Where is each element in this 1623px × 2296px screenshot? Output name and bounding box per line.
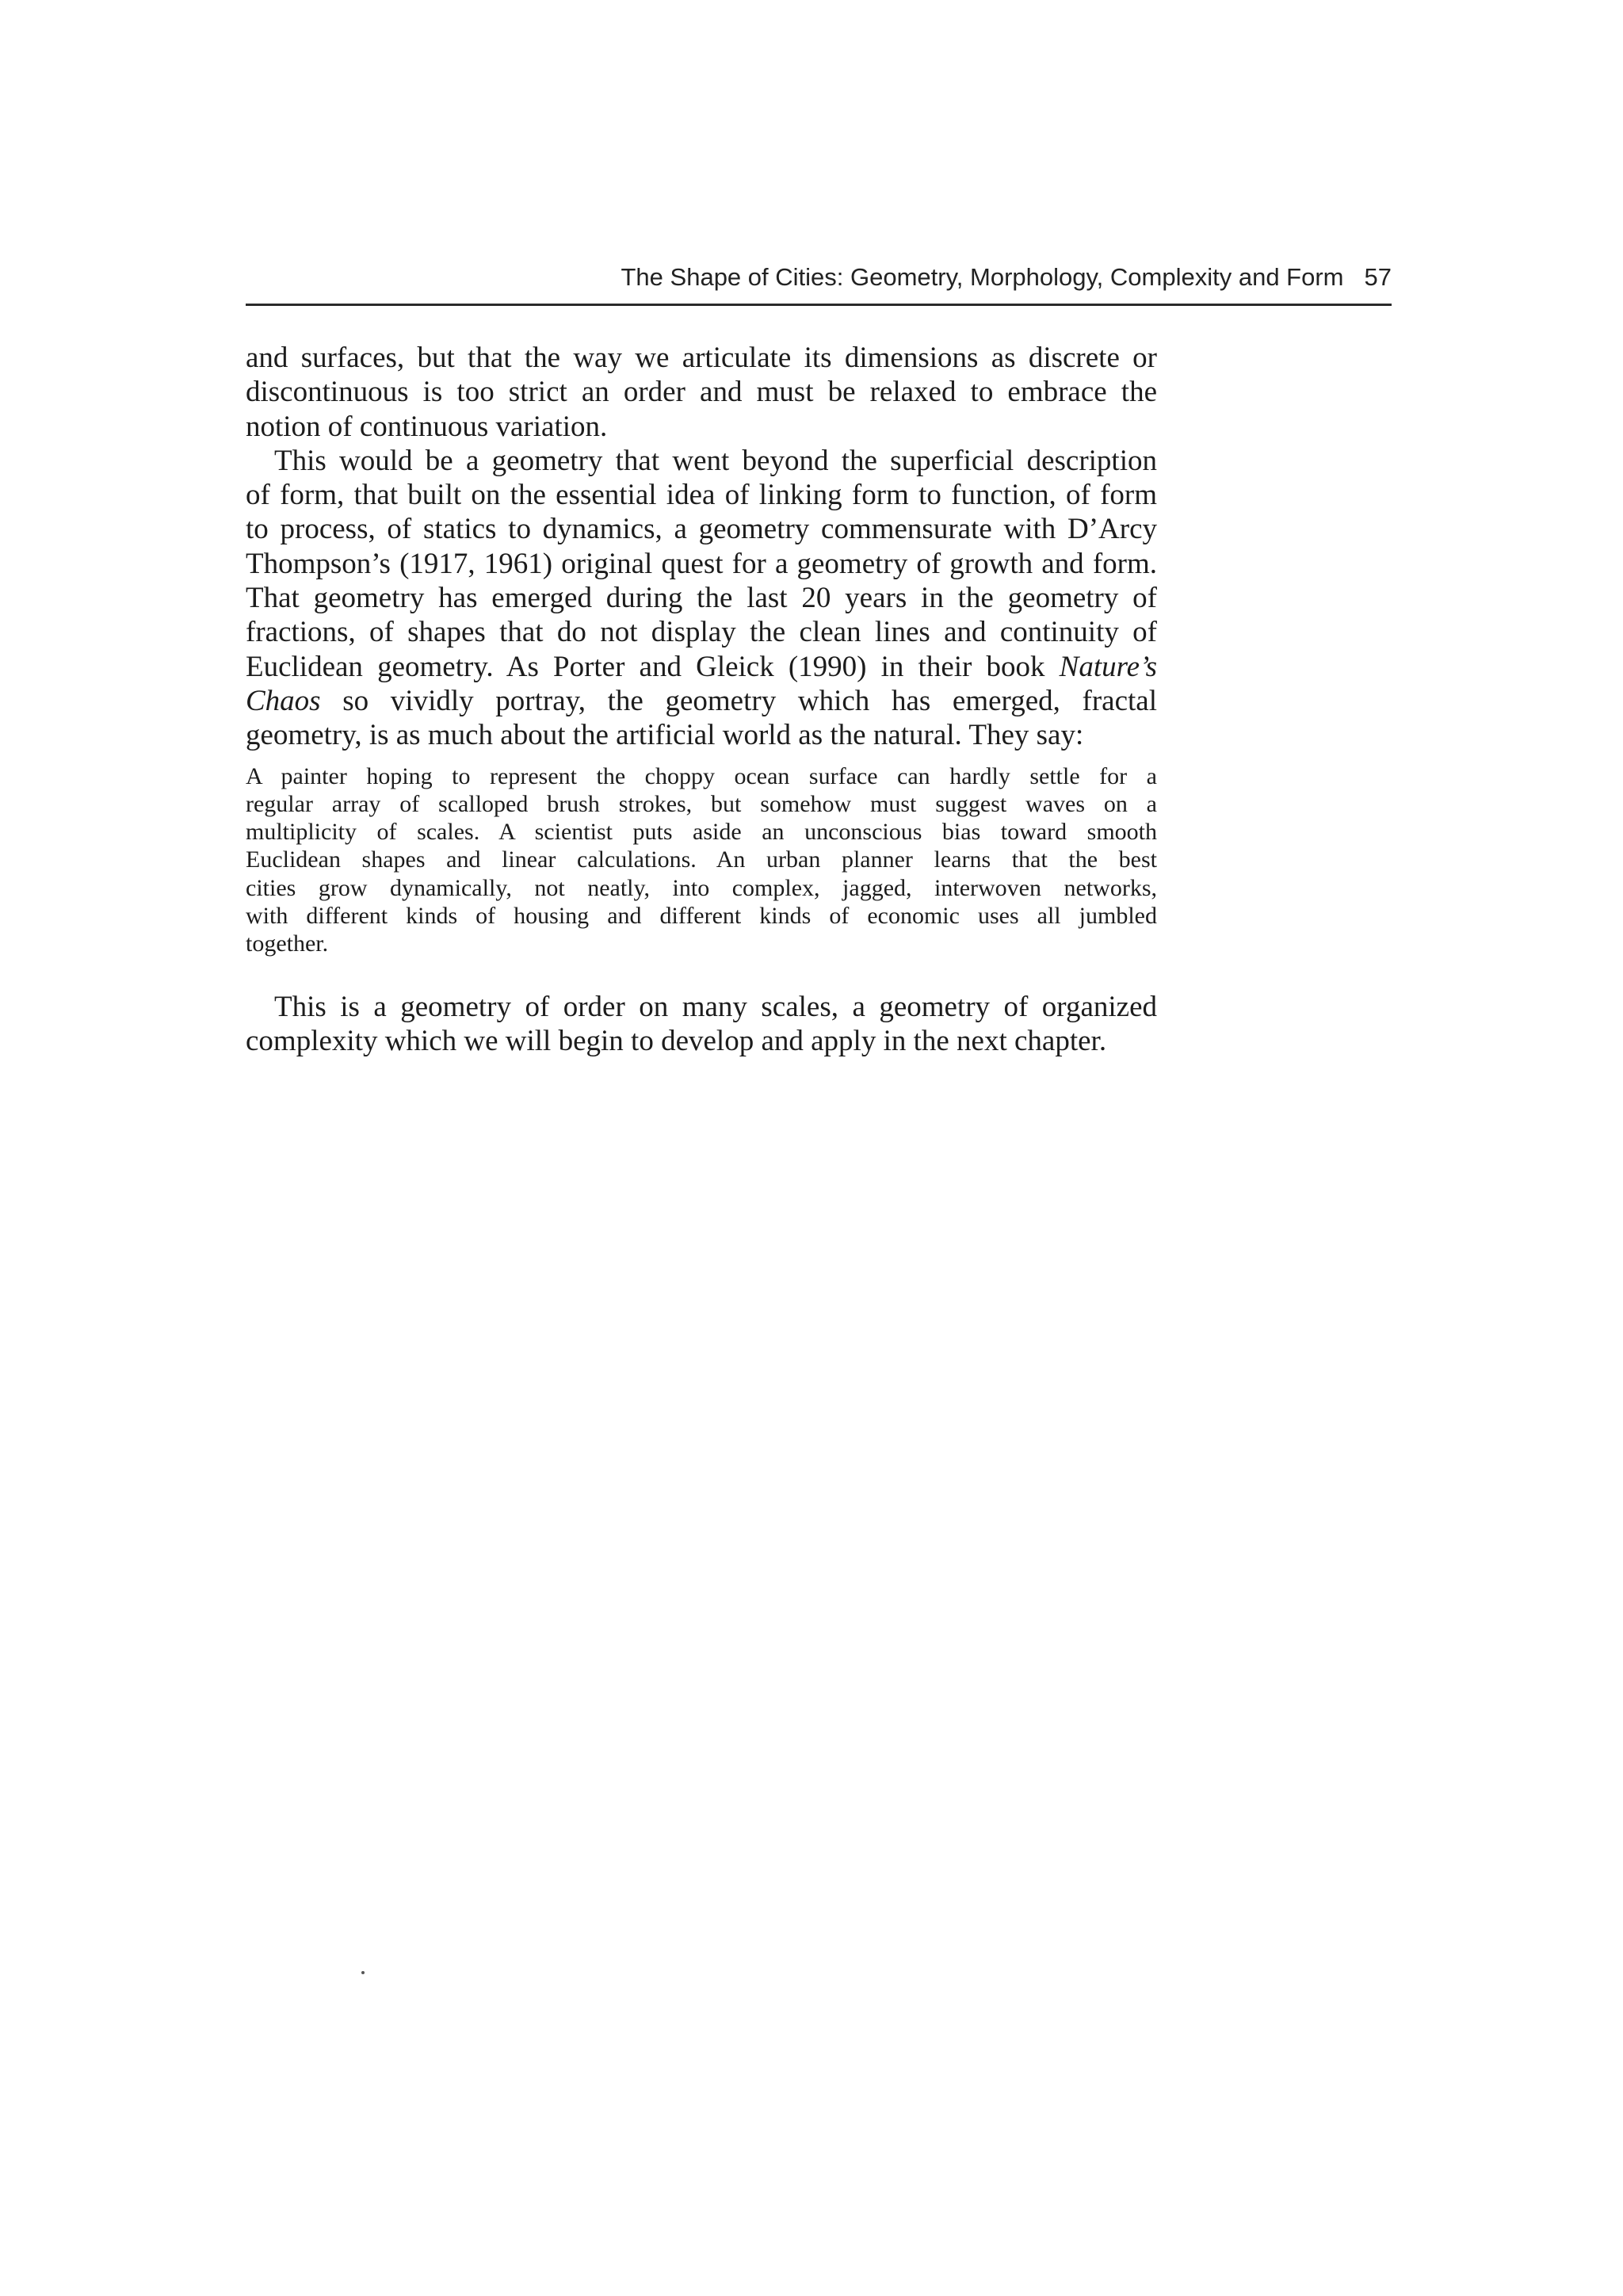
text-line-with-italic <box>246 650 1157 684</box>
text-line: This would be a geometry that went beyond the superficial description <box>274 444 1157 477</box>
running-title: The Shape of Cities: Geometry, Morphology, Complexity and Form <box>621 263 1344 291</box>
text-line: This is a geometry of order on many scales, a geometry of organized <box>274 990 1157 1023</box>
scan-speck <box>361 1971 365 1974</box>
text-line-with-italic <box>246 684 1157 718</box>
quote-line: regular array of scalloped brush strokes, but somehow must suggest waves on a <box>246 790 1157 817</box>
text-segment: Euclidean geometry. As Porter and Gleick (1990) in their book <box>246 650 1060 683</box>
text-line: fractions, of shapes that do not display the clean lines and continuity of <box>246 616 1157 649</box>
paragraph-2 <box>246 444 1157 753</box>
text-line: geometry, is as much about the artificial world as the natural. They say: <box>246 719 1084 752</box>
book-title-italic: Chaos <box>246 684 321 717</box>
page-number: 57 <box>1364 263 1392 291</box>
text-line: to process, of statics to dynamics, a geometry commensurate with D’Arcy <box>246 513 1157 546</box>
quote-line: cities grow dynamically, not neatly, into complex, jagged, interwoven networks, <box>246 874 1157 901</box>
quote-line: Euclidean shapes and linear calculations. An urban planner learns that the best <box>246 846 1157 873</box>
text-line: of form, that built on the essential idea of linking form to function, of form <box>246 479 1157 512</box>
text-line: notion of continuous variation. <box>246 410 608 443</box>
quote-line: with different kinds of housing and different kinds of economic uses all jumbled <box>246 903 1157 930</box>
block-quote <box>246 762 1157 958</box>
text-line: and surfaces, but that the way we articulate its dimensions as discrete or <box>246 342 1157 374</box>
text-line: complexity which we will begin to develop and apply in the next chapter. <box>246 1024 1107 1057</box>
text-line: Thompson’s (1917, 1961) original quest for a geometry of growth and form. <box>246 547 1157 580</box>
quote-line: together. <box>246 930 329 957</box>
quote-line: multiplicity of scales. A scientist puts aside an unconscious bias toward smooth <box>246 819 1157 846</box>
paragraph-1 <box>246 341 1157 444</box>
header-rule <box>246 304 1392 306</box>
quote-line: A painter hoping to represent the choppy ocean surface can hardly settle for a <box>246 762 1157 789</box>
body-text <box>246 341 1157 1058</box>
paragraph-3 <box>246 990 1157 1059</box>
text-segment: so vividly portray, the geometry which has emerged, fractal <box>320 684 1157 717</box>
book-title-italic: Nature’s <box>1059 650 1157 683</box>
text-line: That geometry has emerged during the last 20 years in the geometry of <box>246 582 1157 615</box>
running-head <box>246 262 1392 293</box>
text-line: discontinuous is too strict an order and must be relaxed to embrace the <box>246 376 1157 409</box>
